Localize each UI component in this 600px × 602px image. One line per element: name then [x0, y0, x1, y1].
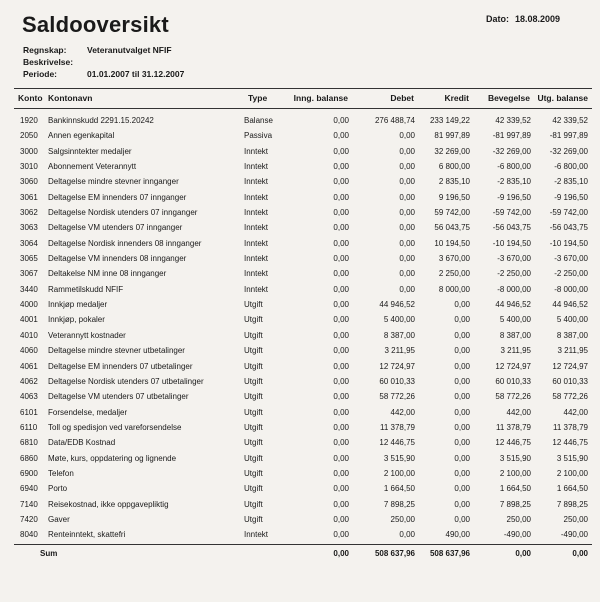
kontonavn-cell: Toll og spedisjon ved vareforsendelse	[48, 422, 182, 432]
kontonavn-cell: Deltagelse Nordisk utenders 07 innganger	[48, 208, 198, 218]
debet-cell: 1 664,50	[383, 484, 415, 494]
kredit-cell: 0,00	[454, 438, 470, 448]
debet-cell: 12 724,97	[379, 361, 415, 371]
utg-balanse-cell: -2 835,10	[554, 177, 588, 187]
debet-cell: 0,00	[399, 192, 415, 202]
debet-cell: 3 211,95	[384, 346, 415, 356]
type-cell: Utgift	[244, 361, 263, 371]
bevegelse-cell: 1 664,50	[499, 484, 531, 494]
type-cell: Utgift	[244, 438, 263, 448]
konto-cell: 7140	[20, 499, 38, 509]
ing-balanse-cell: 0,00	[333, 484, 349, 494]
info-label: Beskrivelse:	[23, 57, 74, 67]
table-row	[0, 435, 600, 450]
kredit-cell: 0,00	[454, 346, 470, 356]
table-row	[0, 359, 600, 374]
col-kontonavn: Kontonavn	[48, 93, 93, 103]
table-row	[0, 527, 600, 542]
table-row	[0, 236, 600, 251]
konto-cell: 6110	[20, 422, 38, 432]
ing-balanse-cell: 0,00	[333, 499, 349, 509]
table-row	[0, 128, 600, 143]
report-date	[486, 14, 566, 24]
utg-balanse-cell: -3 670,00	[554, 254, 588, 264]
debet-cell: 3 515,90	[383, 453, 415, 463]
konto-cell: 4063	[20, 392, 38, 402]
type-cell: Inntekt	[244, 254, 269, 264]
utg-balanse-cell: -81 997,89	[549, 131, 588, 141]
kontonavn-cell: Salgsinntekter medaljer	[48, 146, 132, 156]
ing-balanse-cell: 0,00	[333, 269, 349, 279]
kredit-cell: 0,00	[454, 453, 470, 463]
debet-cell: 0,00	[399, 162, 415, 172]
kontonavn-cell: Deltakelse NM inne 08 innganger	[48, 269, 167, 279]
utg-balanse-cell: -6 800,00	[554, 162, 588, 172]
kredit-cell: 0,00	[454, 499, 470, 509]
kontonavn-cell: Abonnement Veterannytt	[48, 162, 137, 172]
konto-cell: 3010	[20, 162, 38, 172]
konto-cell: 2050	[20, 131, 38, 141]
type-cell: Utgift	[244, 453, 263, 463]
debet-cell: 58 772,26	[379, 392, 415, 402]
table-row	[0, 220, 600, 235]
debet-cell: 250,00	[390, 514, 415, 524]
utg-balanse-cell: -490,00	[560, 530, 588, 540]
table-row	[0, 374, 600, 389]
table-row	[0, 113, 600, 128]
table-row	[0, 205, 600, 220]
table-row	[0, 251, 600, 266]
kredit-cell: 32 269,00	[434, 146, 470, 156]
kontonavn-cell: Deltagelse VM utenders 07 utbetalinger	[48, 392, 189, 402]
debet-cell: 442,00	[390, 407, 415, 417]
table-row	[0, 466, 600, 481]
ing-balanse-cell: 0,00	[333, 116, 349, 125]
bevegelse-cell: 58 772,26	[495, 392, 531, 402]
kontonavn-cell: Data/EDB Kostnad	[48, 438, 116, 448]
utg-balanse-cell: 442,00	[563, 407, 588, 417]
ing-balanse-cell: 0,00	[333, 223, 349, 233]
kontonavn-cell: Innkjøp, pokaler	[48, 315, 105, 325]
type-cell: Utgift	[244, 484, 263, 494]
konto-cell: 6810	[20, 438, 38, 448]
konto-cell: 3000	[20, 146, 38, 156]
ing-balanse-cell: 0,00	[333, 407, 349, 417]
kontonavn-cell: Renteinntekt, skattefri	[48, 530, 126, 540]
kredit-cell: 0,00	[454, 300, 470, 310]
ing-balanse-cell: 0,00	[333, 315, 349, 325]
col-utg-balanse: Utg. balanse	[537, 93, 588, 103]
ing-balanse-cell: 0,00	[333, 330, 349, 340]
utg-balanse-cell: 8 387,00	[556, 330, 588, 340]
kredit-cell: 490,00	[445, 530, 470, 540]
utg-balanse-cell: 12 446,75	[552, 438, 588, 448]
kontonavn-cell: Reisekostnad, ikke oppgavepliktig	[48, 499, 169, 509]
ing-balanse-cell: 0,00	[333, 468, 349, 478]
ing-balanse-cell: 0,00	[333, 453, 349, 463]
konto-cell: 3064	[20, 238, 38, 248]
report-info	[23, 44, 184, 80]
bevegelse-cell: -2 835,10	[497, 177, 531, 187]
kontonavn-cell: Rammetilskudd NFIF	[48, 284, 124, 294]
ing-balanse-cell: 0,00	[333, 284, 349, 294]
kontonavn-cell: Deltagelse mindre stevner innganger	[48, 177, 179, 187]
sum-top-rule	[14, 544, 592, 545]
utg-balanse-cell: -8 000,00	[554, 284, 588, 294]
table-row	[0, 451, 600, 466]
info-row-regnskap	[23, 44, 184, 56]
debet-cell: 0,00	[399, 269, 415, 279]
kontonavn-cell: Telefon	[48, 468, 74, 478]
type-cell: Inntekt	[244, 192, 269, 202]
ing-balanse-cell: 0,00	[333, 530, 349, 540]
ing-balanse-cell: 0,00	[333, 392, 349, 402]
kredit-cell: 2 250,00	[438, 269, 470, 279]
sum-bevegelse: 0,00	[515, 549, 531, 558]
bevegelse-cell: 3 515,90	[499, 453, 531, 463]
bevegelse-cell: -490,00	[503, 530, 531, 540]
utg-balanse-cell: 5 400,00	[556, 315, 588, 325]
type-cell: Utgift	[244, 407, 263, 417]
konto-cell: 6940	[20, 484, 38, 494]
ing-balanse-cell: 0,00	[333, 238, 349, 248]
utg-balanse-cell: 42 339,52	[552, 116, 588, 125]
type-cell: Utgift	[244, 392, 263, 402]
utg-balanse-cell: 11 378,79	[553, 422, 588, 432]
kredit-cell: 0,00	[454, 422, 470, 432]
table-row	[0, 159, 600, 174]
ing-balanse-cell: 0,00	[333, 254, 349, 264]
konto-cell: 8040	[20, 530, 38, 540]
bevegelse-cell: 12 446,75	[495, 438, 531, 448]
konto-cell: 6101	[20, 407, 38, 417]
kredit-cell: 56 043,75	[434, 223, 470, 233]
kredit-cell: 59 742,00	[434, 208, 470, 218]
debet-cell: 0,00	[399, 238, 415, 248]
utg-balanse-cell: 60 010,33	[552, 376, 588, 386]
debet-cell: 2 100,00	[383, 468, 415, 478]
kredit-cell: 6 800,00	[438, 162, 470, 172]
konto-cell: 3061	[20, 192, 38, 202]
ing-balanse-cell: 0,00	[333, 177, 349, 187]
ing-balanse-cell: 0,00	[333, 438, 349, 448]
kontonavn-cell: Annen egenkapital	[48, 131, 115, 141]
table-row	[0, 328, 600, 343]
header-top-rule	[14, 88, 592, 89]
type-cell: Utgift	[244, 514, 263, 524]
konto-cell: 3062	[20, 208, 38, 218]
ing-balanse-cell: 0,00	[333, 192, 349, 202]
table-row	[0, 144, 600, 159]
type-cell: Inntekt	[244, 208, 269, 218]
kredit-cell: 3 670,00	[438, 254, 470, 264]
type-cell: Inntekt	[244, 177, 269, 187]
ing-balanse-cell: 0,00	[333, 146, 349, 156]
bevegelse-cell: 11 378,79	[496, 422, 531, 432]
kredit-cell: 0,00	[454, 361, 470, 371]
kontonavn-cell: Innkjøp medaljer	[48, 300, 108, 310]
debet-cell: 8 387,00	[383, 330, 415, 340]
debet-cell: 0,00	[399, 131, 415, 141]
bevegelse-cell: -6 800,00	[497, 162, 531, 172]
report-title: Saldooversikt	[22, 12, 169, 37]
bevegelse-cell: -8 000,00	[497, 284, 531, 294]
col-konto: Konto	[18, 93, 43, 103]
utg-balanse-cell: 44 946,52	[552, 300, 588, 310]
konto-cell: 4001	[20, 315, 38, 325]
table-row	[0, 481, 600, 496]
ing-balanse-cell: 0,00	[333, 162, 349, 172]
ing-balanse-cell: 0,00	[333, 376, 349, 386]
debet-cell: 0,00	[399, 177, 415, 187]
kredit-cell: 8 000,00	[438, 284, 470, 294]
debet-cell: 0,00	[399, 223, 415, 233]
type-cell: Passiva	[244, 131, 273, 141]
table-row	[0, 389, 600, 404]
kontonavn-cell: Deltagelse EM innenders 07 innganger	[48, 192, 187, 202]
info-value: 01.01.2007 til 31.12.2007	[87, 69, 185, 79]
ing-balanse-cell: 0,00	[333, 346, 349, 356]
info-row-beskrivelse	[23, 56, 184, 68]
bevegelse-cell: -59 742,00	[492, 208, 531, 218]
type-cell: Utgift	[244, 300, 263, 310]
table-row	[0, 312, 600, 327]
date-label: Dato:	[486, 14, 509, 24]
kredit-cell: 2 835,10	[438, 177, 470, 187]
bevegelse-cell: -56 043,75	[492, 223, 531, 233]
debet-cell: 0,00	[399, 530, 415, 540]
kredit-cell: 0,00	[454, 484, 470, 494]
bevegelse-cell: -3 670,00	[497, 254, 531, 264]
bevegelse-cell: 12 724,97	[495, 361, 531, 371]
bevegelse-cell: -32 269,00	[492, 146, 531, 156]
sum-debet: 508 637,96	[374, 549, 415, 558]
debet-cell: 11 378,79	[380, 422, 415, 432]
table-row	[0, 497, 600, 512]
debet-cell: 0,00	[399, 146, 415, 156]
sum-row	[0, 547, 600, 561]
utg-balanse-cell: 250,00	[563, 514, 588, 524]
type-cell: Inntekt	[244, 162, 269, 172]
konto-cell: 4062	[20, 376, 38, 386]
ing-balanse-cell: 0,00	[333, 361, 349, 371]
konto-cell: 4010	[20, 330, 38, 340]
bevegelse-cell: 8 387,00	[499, 330, 531, 340]
table-row	[0, 405, 600, 420]
utg-balanse-cell: 58 772,26	[552, 392, 588, 402]
kontonavn-cell: Gaver	[48, 514, 70, 524]
sum-utg-balanse: 0,00	[572, 549, 588, 558]
konto-cell: 3063	[20, 223, 38, 233]
konto-cell: 3065	[20, 254, 38, 264]
kontonavn-cell: Deltagelse VM innenders 08 innganger	[48, 254, 187, 264]
col-bevegelse: Bevegelse	[487, 93, 530, 103]
type-cell: Inntekt	[244, 530, 269, 540]
debet-cell: 0,00	[399, 254, 415, 264]
kontonavn-cell: Deltagelse VM utenders 07 innganger	[48, 223, 183, 233]
konto-cell: 3440	[20, 284, 38, 294]
kredit-cell: 81 997,89	[434, 131, 470, 141]
kontonavn-cell: Deltagelse Nordisk innenders 08 innganger	[48, 238, 202, 248]
info-row-periode	[23, 68, 184, 80]
debet-cell: 60 010,33	[379, 376, 415, 386]
bevegelse-cell: -2 250,00	[497, 269, 531, 279]
utg-balanse-cell: 3 211,95	[557, 346, 588, 356]
kontonavn-cell: Veterannytt kostnader	[48, 330, 126, 340]
utg-balanse-cell: 2 100,00	[556, 468, 588, 478]
col-kredit: Kredit	[444, 93, 469, 103]
bevegelse-cell: -9 196,50	[497, 192, 531, 202]
type-cell: Inntekt	[244, 269, 269, 279]
konto-cell: 6900	[20, 468, 38, 478]
kredit-cell: 9 196,50	[438, 192, 470, 202]
sum-ing-balanse: 0,00	[333, 549, 349, 558]
type-cell: Utgift	[244, 315, 263, 325]
type-cell: Utgift	[244, 376, 263, 386]
ing-balanse-cell: 0,00	[333, 514, 349, 524]
debet-cell: 5 400,00	[383, 315, 415, 325]
type-cell: Utgift	[244, 330, 263, 340]
ing-balanse-cell: 0,00	[333, 131, 349, 141]
debet-cell: 276 488,74	[374, 116, 415, 125]
bevegelse-cell: 42 339,52	[495, 116, 531, 125]
info-value: Veteranutvalget NFIF	[87, 45, 172, 55]
kredit-cell: 0,00	[454, 514, 470, 524]
table-body	[0, 113, 600, 543]
table-row	[0, 512, 600, 527]
date-value: 18.08.2009	[515, 14, 561, 24]
type-cell: Inntekt	[244, 146, 269, 156]
col-ing-balanse: Inng. balanse	[293, 93, 348, 103]
konto-cell: 3060	[20, 177, 38, 187]
utg-balanse-cell: -2 250,00	[554, 269, 588, 279]
utg-balanse-cell: 3 515,90	[556, 453, 588, 463]
bevegelse-cell: 3 211,95	[500, 346, 531, 356]
utg-balanse-cell: -9 196,50	[554, 192, 588, 202]
konto-cell: 4000	[20, 300, 38, 310]
konto-cell: 6860	[20, 453, 38, 463]
bevegelse-cell: 2 100,00	[499, 468, 531, 478]
table-row	[0, 174, 600, 189]
konto-cell: 4061	[20, 361, 38, 371]
table-row	[0, 282, 600, 297]
debet-cell: 7 898,25	[383, 499, 415, 509]
kontonavn-cell: Porto	[48, 484, 68, 494]
utg-balanse-cell: 7 898,25	[556, 499, 588, 509]
utg-balanse-cell: -10 194,50	[549, 238, 588, 248]
sum-label: Sum	[40, 549, 58, 558]
bevegelse-cell: 442,00	[506, 407, 531, 417]
debet-cell: 0,00	[399, 284, 415, 294]
kredit-cell: 233 149,22	[429, 116, 470, 125]
kredit-cell: 0,00	[454, 315, 470, 325]
table-row	[0, 343, 600, 358]
ing-balanse-cell: 0,00	[333, 300, 349, 310]
bevegelse-cell: 60 010,33	[495, 376, 531, 386]
type-cell: Inntekt	[244, 238, 269, 248]
ing-balanse-cell: 0,00	[333, 208, 349, 218]
type-cell: Utgift	[244, 468, 263, 478]
utg-balanse-cell: -59 742,00	[549, 208, 588, 218]
table-row	[0, 190, 600, 205]
type-cell: Utgift	[244, 499, 263, 509]
utg-balanse-cell: 12 724,97	[552, 361, 588, 371]
table-row	[0, 297, 600, 312]
bevegelse-cell: -81 997,89	[492, 131, 531, 141]
type-cell: Utgift	[244, 422, 263, 432]
kredit-cell: 0,00	[454, 330, 470, 340]
bevegelse-cell: 7 898,25	[499, 499, 531, 509]
kredit-cell: 10 194,50	[434, 238, 470, 248]
konto-cell: 7420	[20, 514, 38, 524]
debet-cell: 0,00	[399, 208, 415, 218]
sum-kredit: 508 637,96	[429, 549, 470, 558]
utg-balanse-cell: -56 043,75	[549, 223, 588, 233]
kredit-cell: 0,00	[454, 392, 470, 402]
info-label: Regnskap:	[23, 45, 67, 55]
kontonavn-cell: Deltagelse mindre stevner utbetalinger	[48, 346, 185, 356]
type-cell: Balanse	[244, 116, 273, 125]
header-bottom-rule	[14, 108, 592, 109]
bevegelse-cell: -10 194,50	[492, 238, 531, 248]
utg-balanse-cell: -32 269,00	[549, 146, 588, 156]
kredit-cell: 0,00	[454, 376, 470, 386]
debet-cell: 44 946,52	[379, 300, 415, 310]
type-cell: Utgift	[244, 346, 263, 356]
utg-balanse-cell: 1 664,50	[556, 484, 588, 494]
kontonavn-cell: Forsendelse, medaljer	[48, 407, 128, 417]
kredit-cell: 0,00	[454, 407, 470, 417]
debet-cell: 12 446,75	[379, 438, 415, 448]
type-cell: Inntekt	[244, 284, 269, 294]
ing-balanse-cell: 0,00	[333, 422, 349, 432]
kontonavn-cell: Bankinnskudd 2291.15.20242	[48, 116, 154, 125]
kredit-cell: 0,00	[454, 468, 470, 478]
kontonavn-cell: Møte, kurs, oppdatering og lignende	[48, 453, 177, 463]
table-row	[0, 420, 600, 435]
konto-cell: 4060	[20, 346, 38, 356]
bevegelse-cell: 250,00	[506, 514, 531, 524]
konto-cell: 3067	[20, 269, 38, 279]
info-label: Periode:	[23, 69, 58, 79]
col-debet: Debet	[390, 93, 414, 103]
konto-cell: 1920	[20, 116, 38, 125]
bevegelse-cell: 44 946,52	[495, 300, 531, 310]
table-row	[0, 266, 600, 281]
kontonavn-cell: Deltagelse Nordisk utenders 07 utbetalinger	[48, 376, 204, 386]
kontonavn-cell: Deltagelse EM innenders 07 utbetalinger	[48, 361, 193, 371]
type-cell: Inntekt	[244, 223, 269, 233]
bevegelse-cell: 5 400,00	[499, 315, 531, 325]
col-type: Type	[248, 93, 268, 103]
